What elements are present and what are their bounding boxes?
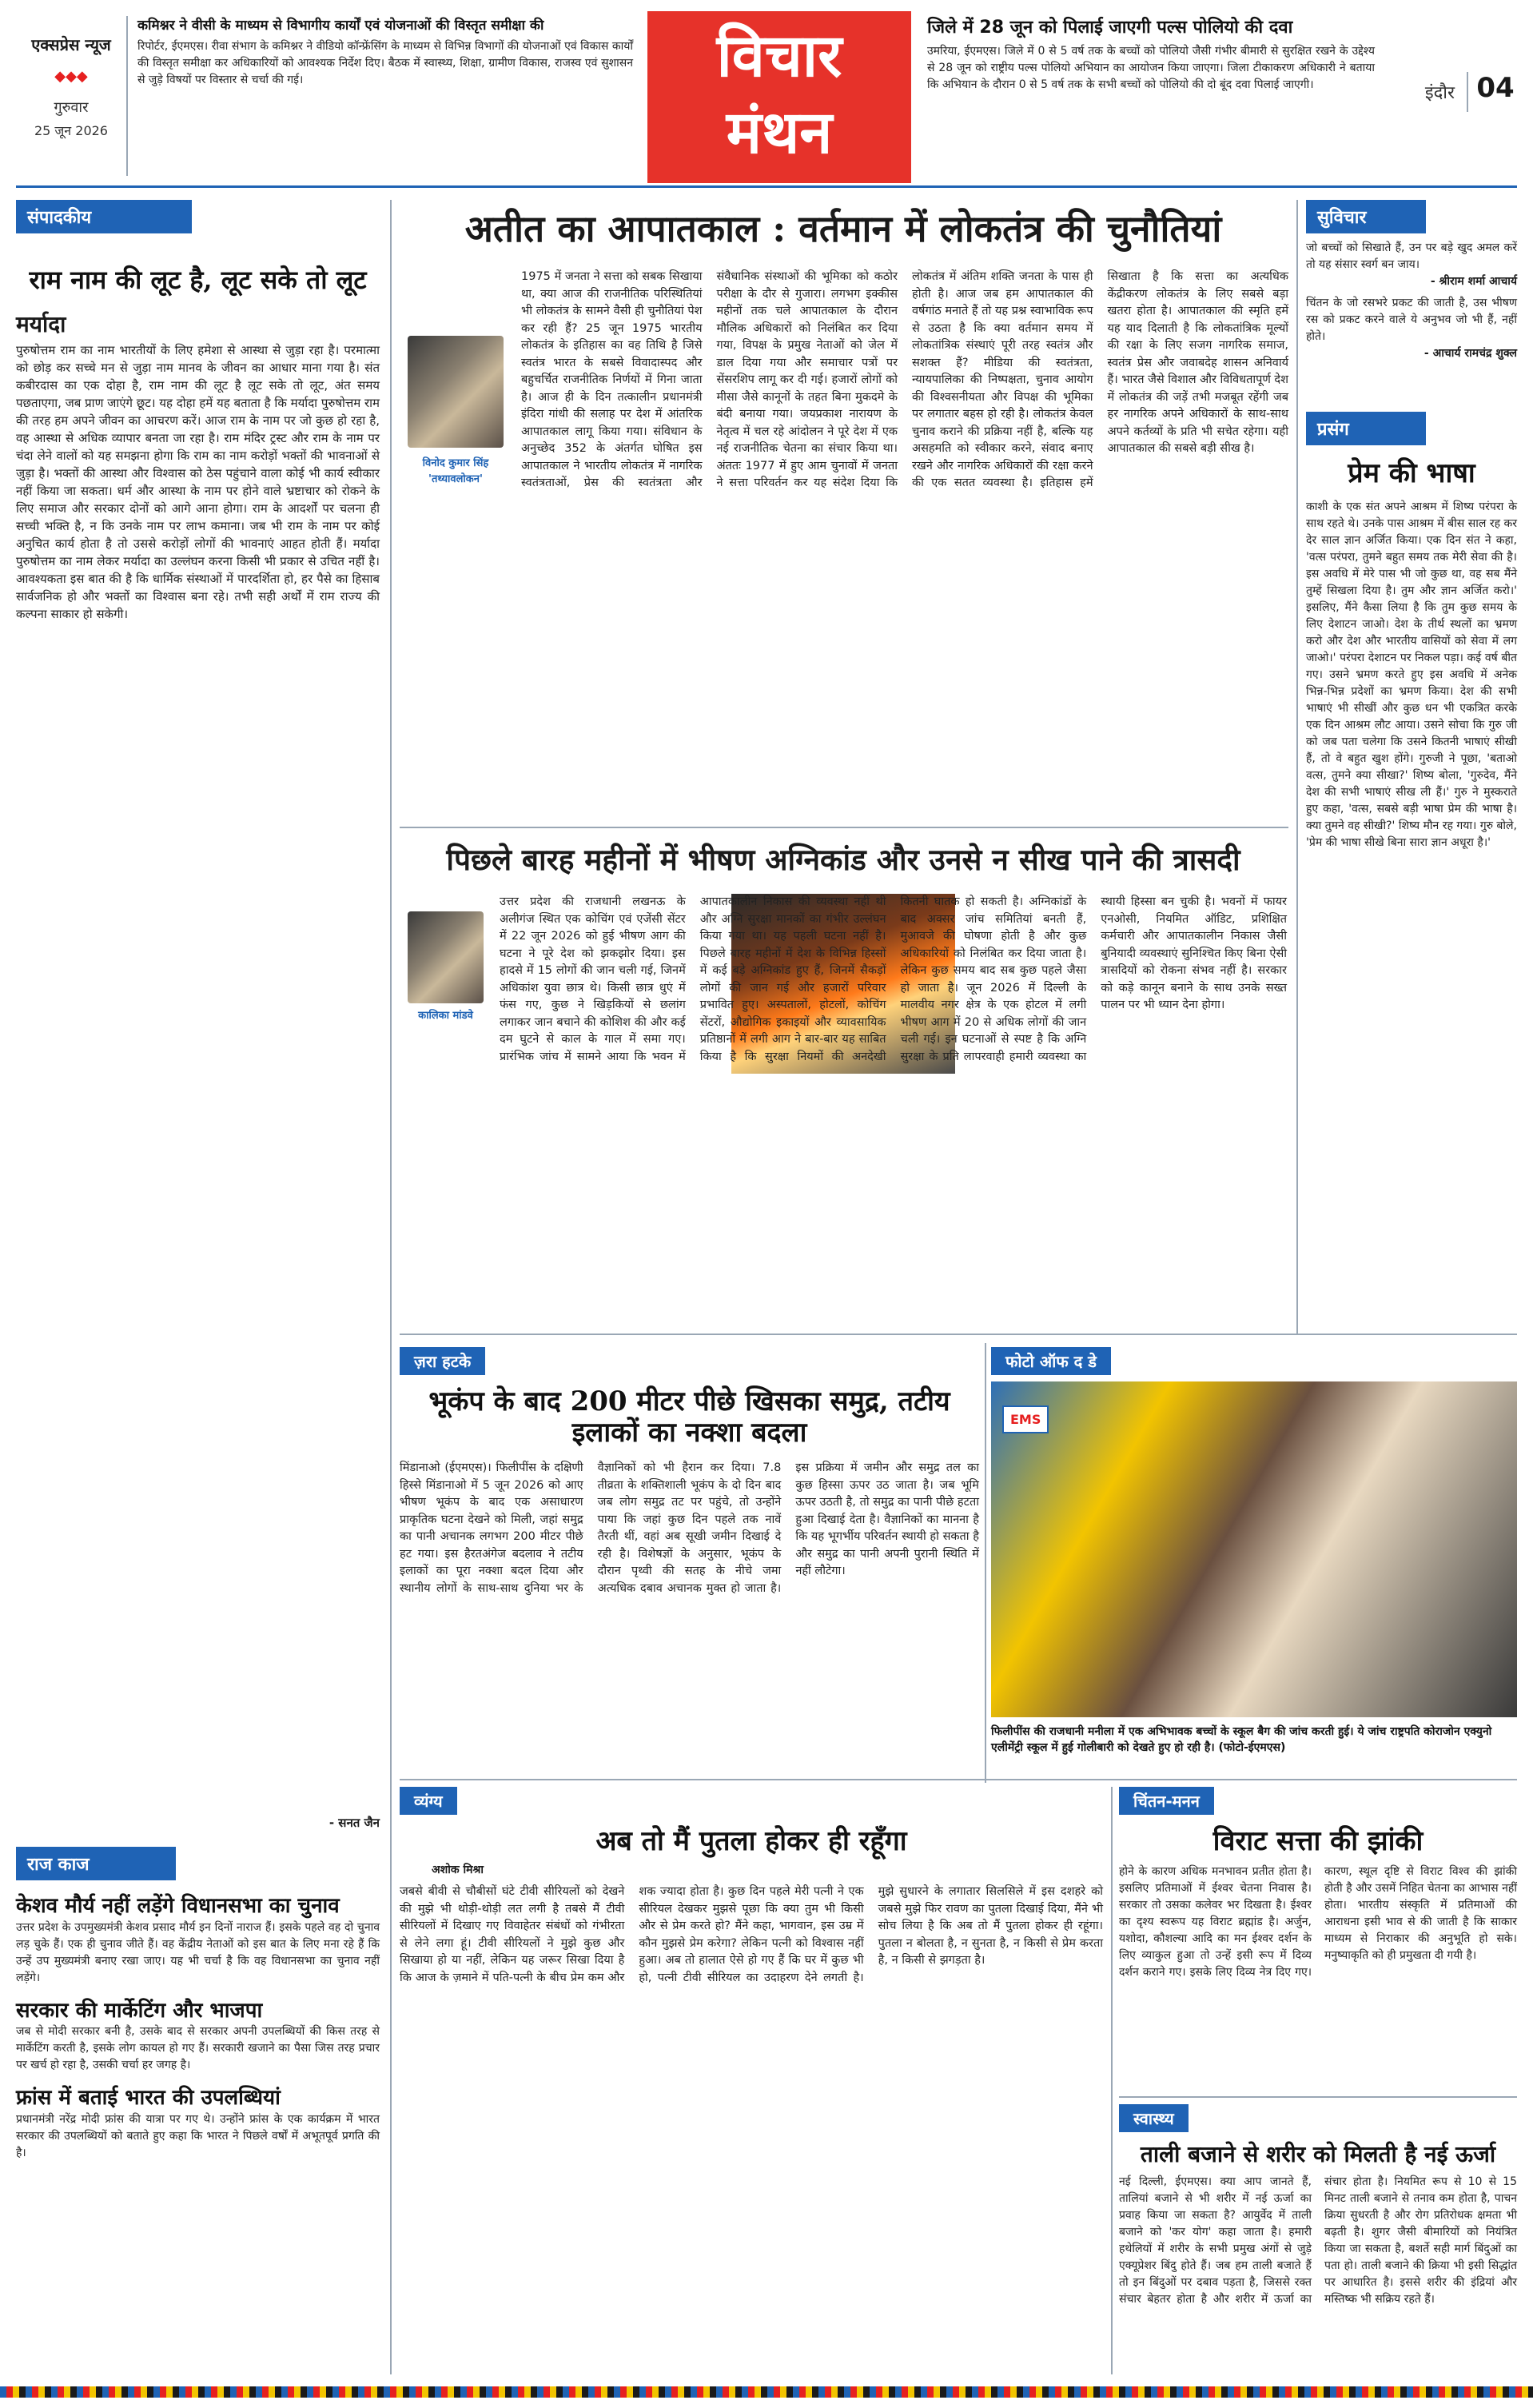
quake-photo-divider (985, 1343, 986, 1783)
lead-divider (400, 827, 1288, 828)
rajkaj-item-1-title: केशव मौर्य नहीं लड़ेंगे विधानसभा का चुनाव (16, 1894, 340, 1918)
quake-text: मिंडानाओ (ईएमएस)। फिलीपींस के दक्षिणी हिस्से मिंडानाओ में 5 जून 2026 को आए भीषण भूकंप के बाद एक असाधारण प्राकृतिक घटना देखने को मिली, जहां समुद्र का पानी अचानक लगभग 200 मीटर पीछे हट गया। इस हैरतअंगेज बदलाव ने तटीय इलाकों का पूरा नक्शा बदल दिया और स्थानीय लोगों के साथ-साथ दुनिया भर के वैज्ञानिकों को भी हैरान कर दिया। 7.8 तीव्रता के शक्तिशाली भूकंप के दो दिन बाद जब लोग समुद्र तट पर पहुंचे, तो उन्होंने पाया कि जहां कुछ दिन पहले तक नावें तैरती थीं, वहां अब सूखी जमीन दिखाई दे रही है। विशेषज्ञों के अनुसार, भूकंप के दौरान पृथ्वी की सतह के नीचे जमा अत्यधिक दबाव अचानक मुक्त हो जाता है। इस प्रक्रिया में जमीन और समुद्र तल का कुछ हिस्सा ऊपर उठ जाता है। जब भूमि ऊपर उठती है, तो समुद्र का पानी पीछे हटता हुआ दिखाई देता है। वैज्ञानिकों का मानना है कि यह भूगर्भीय परिवर्तन स्थायी हो सकता है और समुद्र का पानी अपनी पुरानी स्थिति में नहीं लौटेगा। (400, 1461, 983, 1595)
top-left-brief-text: रिपोर्टर, ईएमएस। रीवा संभाग के कमिश्नर ने वीडियो कॉन्फ्रेंसिंग के माध्यम से विभिन्न विभागों की योजनाओं एवं विकास कार्यों की विस्तृत समीक्षा कर अधिकारियों को आवश्यक निर्देश दिए। बैठक में स्वास्थ्य, शिक्षा, ग्रामीण विकास, राजस्व एवं सुशासन से जुड़े विषयों पर विस्तार से चर्चा की गई। (137, 40, 637, 86)
top-left-brief-title: कमिश्नर ने वीसी के माध्यम से विभागीय कार्यों एवं योजनाओं की विस्तृत समीक्षा की (137, 18, 544, 34)
rajkaj-item-1-text: उत्तर प्रदेश के उपमुख्यमंत्री केशव प्रसाद मौर्य इन दिनों नाराज हैं। इसके पहले वह दो चुनाव लड़ चुके हैं। एक ही चुनाव जीते हैं। वह केंद्रीय नेताओं को इस बात के लिए मना रहे हैं कि उन्हें उप मुख्यमंत्री बनाए रखा जाए। यह भी चर्चा है कि वह विधानसभा का चुनाव नहीं लड़ेंगे। (16, 1920, 384, 1984)
editorial-headline: राम नाम की लूट है, लूट सके तो लूट (29, 265, 367, 295)
lead-text: 1975 में जनता ने सत्ता को सबक सिखाया था, क्या आज की राजनीतिक परिस्थितियां भी लोकतंत्र के सामने वैसी ही चुनौतियां पेश कर रही हैं? 25 जून 1975 भारतीय लोकतंत्र के इतिहास का वह तिथि है जिसे स्वतंत्र भारत के सबसे विवादास्पद और बहुचर्चित राजनीतिक निर्णयों में गिना जाता है। आज ही के दिन तत्कालीन प्रधानमंत्री इंदिरा गांधी की सलाह पर देश में आंतरिक आपातकाल लागू किया गया। संविधान के अनुच्छेद 352 के अंतर्गत घोषित इस आपातकाल ने भारतीय लोकतंत्र में नागरिक स्वतंत्रताओं, प्रेस की स्वतंत्रता और संवैधानिक संस्थाओं की भूमिका को कठोर परीक्षा के दौर से गुजारा। लगभग इक्कीस महीनों तक चले आपातकाल के दौरान मौलिक अधिकारों को निलंबित कर दिया गया, विपक्ष के प्रमुख नेताओं को जेल में डाल दिया गया और समाचार पत्रों पर सेंसरशिप लागू कर दी गई। हजारों लोगों को मीसा जैसे कानूनों के तहत बिना मुकदमे के बंदी बनाया गया। जयप्रकाश नारायण के नेतृत्व में चल रहे आंदोलन ने पूरे देश में एक नई राजनीतिक चेतना का संचार किया था। अंततः 1977 में हुए आम चुनावों में जनता ने सत्ता परिवर्तन कर यह संदेश दिया कि लोकतंत्र में अंतिम शक्ति जनता के पास ही होती है। आज जब हम आपातकाल की वर्षगांठ मनाते हैं तो यह प्रश्न स्वाभाविक रूप से उठता है कि क्या वर्तमान समय में लोकतांत्रिक संस्थाएं पूरी तरह स्वतंत्र और सशक्त हैं? मीडिया की स्वतंत्रता, न्यायपालिका की निष्पक्षता, चुनाव आयोग की विश्वसनीयता और विपक्ष की भूमिका पर लगातार बहस हो रही है। लोकतंत्र केवल चुनाव कराने की प्रक्रिया नहीं है, बल्कि यह असहमति को स्वीकार करने, संवाद बनाए रखने और नागरिक अधिकारों की रक्षा करने की एक सतत व्यवस्था है। इतिहास हमें सिखाता है कि सत्ता का अत्यधिक केंद्रीकरण लोकतंत्र के लिए सबसे बड़ा खतरा होता है। आपातकाल की स्मृति हमें यह याद दिलाती है कि लोकतांत्रिक मूल्यों की रक्षा के लिए सजग नागरिक समाज, स्वतंत्र प्रेस और जवाबदेह शासन अनिवार्य हैं। भारत जैसे विशाल और विविधतापूर्ण देश में लोकतंत्र की जड़ें तभी मजबूत रहेंगी जब हर नागरिक अपने अधिकारों के साथ-साथ अपने कर्तव्यों के प्रति भी सचेत रहेगा। यही आपातकाल की सबसे बड़ी सीख है। (521, 270, 1292, 489)
photo-of-day-tag: फोटो ऑफ द डे (991, 1347, 1111, 1375)
page-number: 04 (1467, 72, 1523, 112)
prasang-text: काशी के एक संत अपने आश्रम में शिष्य परंपरा के साथ रहते थे। उनके पास आश्रम में बीस साल रह कर देर साल ज्ञान अर्जित किया। एक दिन संत ने कहा, 'वत्स परंपरा, तुमने बहुत समय तक मेरी सेवा की है। इस अवधि में मेरे पास भी जो कुछ था, वह सब मैंने तुम्हें सिखला दिया है। तुम और ज्ञान अर्जित करो।' इसलिए, मैंने कैसा लिया है कि तुम कुछ समय के लिए देशाटन जाओ। देश के तीर्थ स्थलों का भ्रमण करो और देश और भारतीय वासियों को सेवा में लग जाओ।' परंपरा देशाटन पर निकल पड़ा। कई वर्ष बीत गए। उसने भ्रमण करते हुए इस अवधि में अनेक भिन्न-भिन्न प्रदेशों का भ्रमण किया। देश की सभी भाषाएं भी सीखीं और कुछ धन भी एकत्रित करके एक दिन आश्रम लौट आया। उसने सोचा कि गुरु जी को जब पता चलेगा कि उसने कितनी भाषाएं सीखी हैं, तो वे बहुत खुश होंगे। गुरुजी ने पूछा, 'बताओ वत्स, तुमने क्या सीखा?' शिष्य बोला, 'गुरुदेव, मैंने देश की सभी भाषाएं सीख ली हैं।' गुरु ने मुस्कराते हुए कहा, 'वत्स, सबसे बड़ी भाषा प्रेम की भाषा है। क्या तुमने वह सीखी?' शिष्य मौन रह गया। गुरु बोले, 'प्रेम की भाषा सीखे बिना सारा ज्ञान अधूरा है।' (1306, 500, 1521, 850)
color-registration-bar (0, 2386, 1533, 2398)
health-headline: ताली बजाने से शरीर को मिलती है नई ऊर्जा (1140, 2141, 1496, 2167)
rajkaj-item-3-title: फ्रांस में बताई भारत की उपलब्धियां (16, 2086, 281, 2110)
rajkaj-item-2-text: जब से मोदी सरकार बनी है, उसके बाद से सरकार अपनी उपलब्धियों की किस तरह से मार्केटिंग करती है, इसके लोग कायल हो गए हैं। सरकारी खजाने का पैसा जिस तरह प्रचार पर खर्च हो रहा है, उसकी चर्चा हर जगह है। (16, 2025, 384, 2071)
editorial-author: - सनत जैन (328, 1816, 380, 1830)
rajkaj-item-2-title: सरकार की मार्केटिंग और भाजपा (16, 1998, 263, 2023)
prasang-section-label: प्रसंग (1306, 412, 1426, 445)
vyang-author: अशोक मिश्रा (432, 1864, 484, 1877)
rajkaj-section (16, 1847, 384, 2374)
photo-of-day-image (991, 1381, 1517, 1717)
vyang-section (400, 1787, 1107, 2374)
section-title-line1: विचार (716, 22, 842, 90)
photo-of-day-logo: EMS (1002, 1405, 1049, 1433)
brand-name: एक्सप्रेस न्यूज (31, 35, 111, 54)
middle-divider (400, 1779, 1517, 1780)
health-section (1119, 2104, 1521, 2374)
fire-author: कालिका मांडवे (418, 1010, 473, 1022)
prasang-section (1306, 412, 1521, 1331)
vyang-headline: अब तो मैं पुतला होकर ही रहूँगा (595, 1825, 907, 1857)
issue-date: 25 जून 2026 (34, 123, 108, 138)
issue-day: गुरुवार (54, 99, 89, 116)
quake-headline: भूकंप के बाद 200 मीटर पीछे खिसका समुद्र, तटीय इलाकों का नक्शा बदला (428, 1385, 950, 1449)
chintan-text: होने के कारण अधिक मनभावन प्रतीत होता है। इसलिए प्रतिमाओं में ईश्वर चेतना निवास है। सरकार तो उसका कलेवर भर दिखता है। ईश्वर का दृश्य स्वरूप यह विराट ब्रह्मांड है। अर्जुन, यशोदा, कौशल्या आदि का मन ईश्वर दर्शन के लिए व्याकुल हुआ तो उन्हें इसी रूप में दिव्य दर्शन कराने गए। इसके लिए दिव्य नेत्र दिए गए। कारण, स्थूल दृष्टि से विराट विश्व की झांकी होती है और उसमें निहित चेतना का आभास नहीं होता। भारतीय संस्कृति में प्रतिमाओं की आराधना इसी भाव से की जाती है कि साकार माध्यम से निराकार की अनुभूति हो सके। मनुष्याकृति को ही प्रमुखता दी गयी है। (1119, 1865, 1521, 1979)
section-title-block (647, 11, 911, 183)
masthead-divider (16, 185, 1517, 188)
masthead-brand-box (16, 16, 128, 176)
lead-author-photo (408, 336, 504, 448)
fire-headline: पिछले बारह महीनों में भीषण अग्निकांड और उनसे न सीख पाने की त्रासदी (446, 842, 1240, 877)
editorial-section-label: संपादकीय (16, 200, 192, 233)
brand-ornament-icon: ◆◆◆ (54, 68, 88, 85)
vyang-text: जबसे बीवी से चौबीसों घंटे टीवी सीरियलों को देखने की मुझे भी थोड़ी-थोड़ी लत लगी है तबसे मैं टीवी सीरियलों में दिखाए गए विवाहेतर संबंधों को गंभीरता से लेने लगा हूं। टीवी सीरियलों ने मुझे कुछ और सिखाया हो या नहीं, लेकिन यह जरूर सिखा दिया है कि आज के ज़माने में पति-पत्नी के बीच प्रेम कम और शक ज्यादा होता है। कुछ दिन पहले मेरी पत्नी ने एक सीरियल देखकर मुझसे पूछा कि क्या तुम भी किसी और से प्रेम करते हो? मैंने कहा, भागवान, इस उम्र में कौन मुझसे प्रेम करेगा? लेकिन पत्नी को विश्वास नहीं हुआ। अब तो हालात ऐसे हो गए हैं कि घर में कुछ भी हो, पत्नी टीवी सीरियल का उदाहरण देने लगती है। मुझे सुधारने के लगातार सिलसिले में इस दशहरे को जबसे मुझे फिर रावण का पुतला दिखाई दिया, मैंने भी सोच लिया है कि अब तो मैं पुतला होकर ही रहूंगा। पुतला न बोलता है, न सुनता है, न किसी से प्रेम करता है, न किसी से झगड़ता है। (400, 1885, 1107, 1984)
health-text: नई दिल्ली, ईएमएस। क्या आप जानते हैं, तालियां बजाने से भी शरीर में नई ऊर्जा का प्रवाह किया जा सकता है? आयुर्वेद में ताली बजाने को 'कर योग' कहा जाता है। हमारी हथेलियों में शरीर के सभी प्रमुख अंगों से जुड़े एक्यूप्रेशर बिंदु होते हैं। जब हम ताली बजाते हैं तो इन बिंदुओं पर दबाव पड़ता है, जिससे रक्त संचार बेहतर होता है और शरीर में ऊर्जा का संचार होता है। नियमित रूप से 10 से 15 मिनट ताली बजाने से तनाव कम होता है, पाचन क्रिया सुधरती है और रोग प्रतिरोधक क्षमता भी बढ़ती है। शुगर जैसी बीमारियों को नियंत्रित किया जा सकता है, बशर्ते सही मार्ग बिंदुओं का पता हो। ताली बजाने की क्रिया भी इसी सिद्धांत पर आधारित है। इससे शरीर की इंद्रियां और मस्तिष्क भी सक्रिय रहते हैं। (1119, 2175, 1521, 2306)
page-city: इंदौर (1424, 83, 1455, 103)
editorial-section (16, 200, 384, 1831)
chintan-health-divider (1119, 2096, 1517, 2098)
editorial-dropcap: मर्यादा (16, 310, 66, 337)
suvichar-quote-1-author: - श्रीराम शर्मा आचार्य (1430, 275, 1517, 288)
top-left-brief (137, 16, 637, 176)
lead-headline: अतीत का आपातकाल : वर्तमान में लोकतंत्र की चुनौतियां (464, 207, 1222, 250)
quake-tag: ज़रा हटके (400, 1347, 485, 1375)
chintan-section (1119, 1787, 1521, 2091)
fire-author-photo (408, 911, 484, 1003)
rajkaj-item-3 (16, 2085, 384, 2162)
fire-text: उत्तर प्रदेश की राजधानी लखनऊ के अलीगंज स्थित एक कोचिंग एवं एजेंसी सेंटर में 22 जून 2026 को हुई भीषण आग की घटना ने पूरे देश को झकझोर दिया। इस हादसे में 15 लोगों की जान चली गई, जिनमें अधिकांश युवा छात्र थे। किसी छात्र धुएं में फंस गए, कुछ ने खिड़कियों से छलांग लगाकर जान बचाने की कोशिश की और कई दम घुटने से काल के गाल में समा गए। प्रारंभिक जांच में सामने आया कि भवन में आपातकालीन निकास की व्यवस्था नहीं थी और अग्नि सुरक्षा मानकों का गंभीर उल्लंघन किया गया था। यह पहली घटना नहीं है। पिछले बारह महीनों में देश के विभिन्न हिस्सों में कई बड़े अग्निकांड हुए हैं, जिनमें सैकड़ों लोगों की जान गई और हजारों परिवार प्रभावित हुए। अस्पतालों, होटलों, कोचिंग सेंटरों, औद्योगिक इकाइयों और व्यावसायिक प्रतिष्ठानों में लगी आग ने बार-बार यह साबित किया है कि सुरक्षा नियमों की अनदेखी कितनी घातक हो सकती है। अग्निकांडों के बाद अक्सर जांच समितियां बनती हैं, मुआवजे की घोषणा होती है और कुछ अधिकारियों को निलंबित कर दिया जाता है। लेकिन कुछ समय बाद सब कुछ पहले जैसा हो जाता है। जून 2026 में दिल्ली के मालवीय नगर क्षेत्र के एक होटल में लगी भीषण आग में 20 से अधिक लोगों की जान चली गई। इन घटनाओं से स्पष्ट है कि अग्नि सुरक्षा के प्रति लापरवाही हमारी व्यवस्था का स्थायी हिस्सा बन चुकी है। भवनों में फायर एनओसी, नियमित ऑडिट, प्रशिक्षित कर्मचारी और आपातकालीन निकास जैसी बुनियादी व्यवस्थाएं सुनिश्चित किए बिना ऐसी त्रासदियों को रोकना संभव नहीं है। सरकार को कड़े कानून बनाने के साथ उनके सख्त पालन पर भी ध्यान देना होगा। (500, 895, 1291, 1063)
rajkaj-item-1 (16, 1893, 384, 1987)
lead-author: विनोद कुमार सिंह 'तथ्यावलोकन' (422, 457, 489, 485)
suvichar-section (1306, 200, 1521, 404)
suvichar-quote-2: चिंतन के जो रसभरे प्रकट की जाती है, उस भीषण रस को प्रकट करने वाले ये अनुभव जो भी हैं, नहीं होते। (1306, 297, 1521, 343)
suvichar-quote-1: जो बच्चों को सिखाते हैं, उन पर बड़े खुद अमल करें तो यह संसार स्वर्ग बन जाय। (1306, 241, 1521, 271)
chintan-tag: चिंतन-मनन (1119, 1787, 1214, 1815)
prasang-headline: प्रेम की भाषा (1348, 457, 1475, 489)
left-column-divider (390, 200, 392, 2374)
vyang-tag: व्यंग्य (400, 1787, 457, 1815)
right-column-divider (1296, 200, 1298, 1335)
editorial-text: पुरुषोत्तम राम का नाम भारतीयों के लिए हमेशा से आस्था से जुड़ा रहा है। परमात्मा को छोड़ कर सच्चे मन से जुड़ा नाम मानव के जीवन का आधार माना गया है। संत कबीरदास का एक दोहा है, राम नाम की लूट है लूट सके तो लूट, अंत समय पछताएगा, जब प्राण जाएंगे छूट। यह दोहा हमें यह बताता है कि मर्यादा पुरुषोत्तम राम की तरह हम अपने जीवन का आचरण करें। आज राम के नाम पर जो कुछ हो रहा है, वह आस्था से अधिक व्यापार बनता जा रहा है। राम मंदिर ट्रस्ट और राम के नाम पर चंदा लेने वालों को यह समझना होगा कि राम का नाम करोड़ों भक्तों की भावनाओं से जुड़ा है। भक्तों की आस्था और विश्वास को ठेस पहुंचाने वाला कोई भी कार्य स्वीकार नहीं किया जा सकता। धर्म और आस्था के नाम पर होने वाले भ्रष्टाचार को रोकने के लिए समाज और सरकार दोनों को आगे आना होगा। राम के आदर्शों पर चलना ही सच्ची भक्ति है, न कि उनके नाम पर लाभ कमाना। जब भी राम के नाम पर कोई अनुचित कार्य होता है तो उससे करोड़ों लोगों की भावनाएं आहत होती हैं। मर्यादा पुरुषोत्तम का नाम लेकर मर्यादा का उल्लंघन करना किसी भी प्रकार से उचित नहीं है। आवश्यकता इस बात की है कि धार्मिक संस्थाओं में पारदर्शिता हो, हर पैसे का हिसाब सार्वजनिक हो और भक्तों का विश्वास बना रहे। तभी सही अर्थों में राम राज्य की कल्पना साकार हो सकेगी। (16, 342, 384, 621)
top-right-brief-title: जिले में 28 जून को पिलाई जाएगी पल्स पोलियो की दवा (927, 18, 1293, 38)
top-right-brief-text: उमरिया, ईएमएस। जिले में 0 से 5 वर्ष तक के बच्चों को पोलियो जैसी गंभीर बीमारी से सुरक्षित रखने के उद्देश्य से 28 जून को राष्ट्रीय पल्स पोलियो अभियान का आयोजन किया जाएगा। जिला टीकाकरण अधिकारी ने बताया कि अभियान के दौरान 0 से 5 वर्ष तक के सभी बच्चों को पोलियो की दो बूंद दवा पिलाई जाएगी। (927, 45, 1379, 91)
top-right-brief (927, 16, 1379, 176)
rajkaj-section-label: राज काज (16, 1847, 176, 1880)
section-title-line2: मंथन (726, 98, 833, 167)
suvichar-section-label: सुविचार (1306, 200, 1426, 233)
photo-of-day-section (991, 1347, 1517, 1771)
suvichar-quote-2-author: - आचार्य रामचंद्र शुक्ल (1424, 347, 1517, 360)
fire-divider (400, 1334, 1517, 1335)
chintan-headline: विराट सत्ता की झांकी (1212, 1825, 1424, 1857)
vyang-divider (1111, 1787, 1113, 2374)
rajkaj-item-3-text: प्रधानमंत्री नरेंद्र मोदी फ्रांस की यात्रा पर गए थे। उन्होंने फ्रांस के एक कार्यक्रम में भारत सरकार की उपलब्धियों को बताते हुए कहा कि भारत ने पिछले वर्षों में अभूतपूर्व प्रगति की है। (16, 2112, 384, 2159)
rajkaj-item-2 (16, 1998, 384, 2075)
health-tag: स्वास्थ्य (1119, 2104, 1189, 2132)
photo-of-day-caption: फिलीपींस की राजधानी मनीला में एक अभिभावक बच्चों के स्कूल बैग की जांच करती हुई। ये जांच राष्ट्रपति कोराजोन एक्युनो एलीमेंट्री स्कूल में हुई गोलीबारी को देखते हुए हो रही है। (फोटो-ईएमएस) (991, 1725, 1492, 1754)
